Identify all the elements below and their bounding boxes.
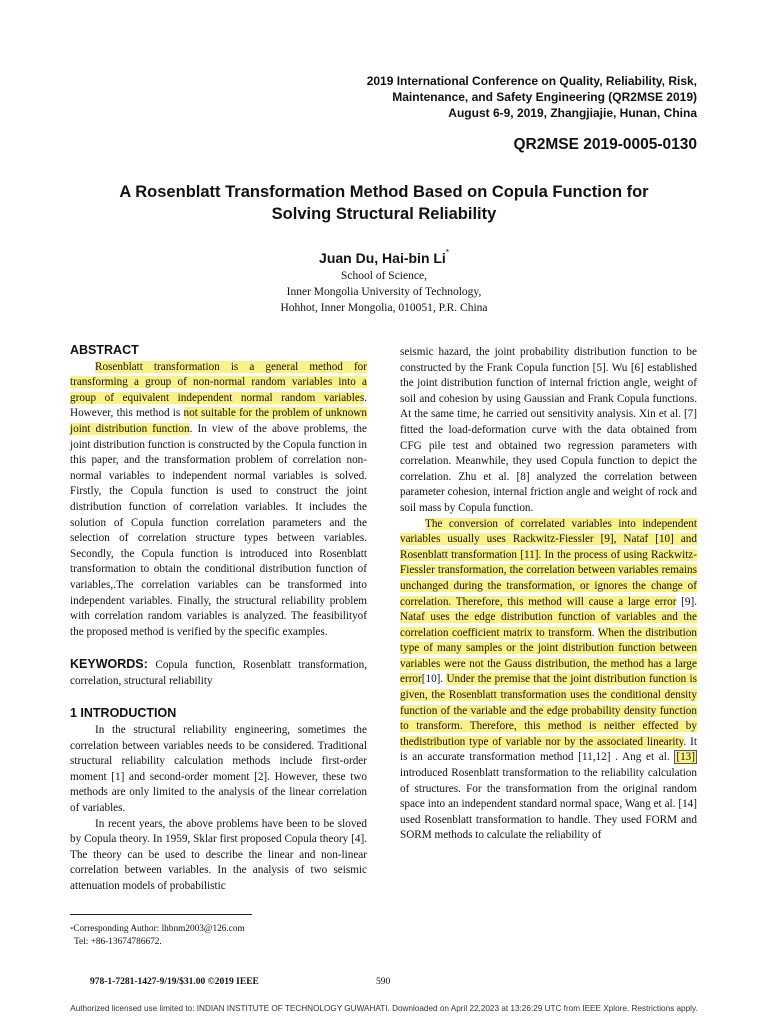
right-paragraph-2: The conversion of correlated variables into independent variables usually uses Rackwitz-Fiessler [9], Nataf [10] and Rosenblatt transformation [11]. In the process of using Rackwitz-Fiessler transformation, the correlation between variables remains unchanged during the transformation, or ignores the change of correlation. Therefore, this method will cause a large error [9]. Nataf uses the edge distribution function of variables and the correlation coefficient matrix to transform. When the distribution type of many samples or the joint distribution function between variables were not the Gauss distribution, the method has a large error[10]. Under the premise that the joint distribution function is given, the Rosenblatt transformation uses the conditional density function of the variable and the edge probability density function to transform. Therefore, this method is neither effected by thedistribution type of variable nor by the associated linearity. It is an accurate transformation method [11,12] . Ang et al. [13] introduced Rosenblatt transformation to the reliability calculation of structures. For the transformation from the original random space into an independent standard normal space, Wang et al. [14] used Rosenblatt transformation to handle. They used FORM and SORM methods to calculate the reliability of [400, 517, 697, 842]
authors [60, 250, 708, 266]
affiliation [60, 268, 708, 316]
highlight-rosenblatt: Under the premise that the joint distribution function is given, the Rosenblatt transformation uses the conditional density function of the variable and the edge probability density function to transform. Therefore, this method is neither effected by thedistribution type of variable nor by the associated linearity [400, 673, 697, 748]
paper-id: QR2MSE 2019-0005-0130 [513, 136, 697, 153]
affiliation-line-2: Inner Mongolia University of Technology, [286, 286, 482, 298]
footnote-line-2: Tel: +86-13674786672. [74, 937, 162, 947]
conference-line-3: August 6-9, 2019, Zhangjiajie, Hunan, China [448, 106, 697, 120]
author-names: Juan Du, Hai-bin Li [319, 250, 446, 266]
author-mark: * [445, 248, 449, 257]
affiliation-line-1: School of Science, [341, 270, 427, 282]
intro-paragraph-1: In the structural reliability engineering, sometimes the correlation between variables needs to be considered. Traditional structural reliability calculation methods include first-order moment [1] and second-order moment [2]. However, these two methods are only limited to the analysis of the linear correlation of variables. [70, 724, 367, 815]
right-column [400, 345, 697, 844]
footnote-mark: * [70, 926, 74, 933]
left-column [70, 343, 367, 895]
abstract-heading: ABSTRACT [70, 343, 139, 357]
reference-13-link[interactable]: [13] [676, 751, 695, 764]
highlight-nataf: Nataf uses the edge distribution function of variables and the correlation coefficient matrix to transform [400, 611, 697, 639]
keywords-text: Copula function, Rosenblatt transformation, correlation, structural reliability [70, 659, 367, 687]
authorized-use-notice: Authorized licensed use limited to: INDIAN INSTITUTE OF TECHNOLOGY GUWAHATI. Downloaded on April 22,2023 at 13:26:29 UTC from IEEE Xplore. Restrictions apply. [70, 1004, 698, 1013]
footnote-divider [70, 914, 252, 915]
title-line-1: A Rosenblatt Transformation Method Based on Copula Function for [119, 183, 649, 201]
highlight-conversion: The conversion of correlated variables into independent variables usually uses Rackwitz-Fiessler [9], Nataf [10] and Rosenblatt transformation [11]. In the process of using Rackwitz-Fiessler transformation, the correlation between variables remains unchanged during the transformation, or ignores the change of correlation. Therefore, this method will cause a large error [400, 517, 697, 608]
footnote [70, 923, 245, 949]
introduction-heading: 1 INTRODUCTION [70, 706, 177, 721]
conference-line-1: 2019 International Conference on Quality, Reliability, Risk, [366, 74, 697, 88]
highlight-gauss: When the distribution type of many samples or the joint distribution function between variables were not the Gauss distribution, the method has a large error [400, 626, 697, 686]
abstract-highlight-2: not suitable for the problem of unknown joint distribution function [70, 407, 367, 435]
keywords [70, 657, 367, 689]
title-line-2: Solving Structural Reliability [271, 205, 497, 223]
corresponding-author: Corresponding Author: lhbnm2003@126.com [73, 924, 245, 934]
affiliation-line-3: Hohhot, Inner Mongolia, 010051, P.R. China [280, 302, 488, 314]
intro-paragraph-2: In recent years, the above problems have been to be sloved by Copula theory. In 1959, Sklar first proposed Copula theory [4]. The theory can be used to describe the linear and non-linear correlation between variables. In the analysis of two seismic attenuation models of probabilistic [70, 817, 367, 892]
right-paragraph-1: seismic hazard, the joint probability distribution function to be constructed by the Frank Copula function [5]. Wu [6] established the joint distribution function of internal friction angle, weight of soil and cohesion by using Gaussian and Frank Copula functions. At the same time, he carried out sensitivity analysis. Xin et al. [7] fitted the load-deformation curve with the data obtained from CFG pile test and obtained two regression parameters with correlation. Meanwhile, they used Copula function to depict the correlation. Zhu et al. [8] analyzed the correlation between parameter cohesion, internal friction angle and weight of rock and soil mass by Copula function. [400, 346, 697, 514]
footnote-line-1 [70, 923, 245, 936]
keywords-label: KEYWORDS: [70, 657, 148, 672]
conference-header [217, 73, 697, 121]
abstract-highlight-1: Rosenblatt transformation is a general method for transforming a group of non-normal random variables into a group of equivalent independent normal random variables [70, 360, 367, 404]
abstract-text: Rosenblatt transformation is a general method for transforming a group of non-normal random variables into a group of equivalent independent normal random variables. However, this method is not suitable for the problem of unknown joint distribution function. In view of the above problems, the joint distribution function is constructed by the Copula function in this paper, and the transformation problem of correlation non-normal variables to independent normal variables is solved. Firstly, the Copula function is used to construct the joint distribution function of correlation variables. It includes the solution of Copula function correlation parameters and the selection of correlation structure types between variables. Secondly, the Copula function is introduced into Rosenblatt transformation to obtain the conditional distribution function of variables,.The correlation variables can be transformed into independent variables. Finally, the structural reliability problem with correlation random variables is analyzed. The feasibilityof the proposed method is verified by the specific examples. [70, 360, 367, 638]
isbn-line: 978-1-7281-1427-9/19/$31.00 ©2019 IEEE [90, 977, 259, 987]
conference-line-2: Maintenance, and Safety Engineering (QR2MSE 2019) [392, 90, 697, 104]
paper-title [60, 181, 708, 225]
page-number: 590 [376, 977, 391, 987]
